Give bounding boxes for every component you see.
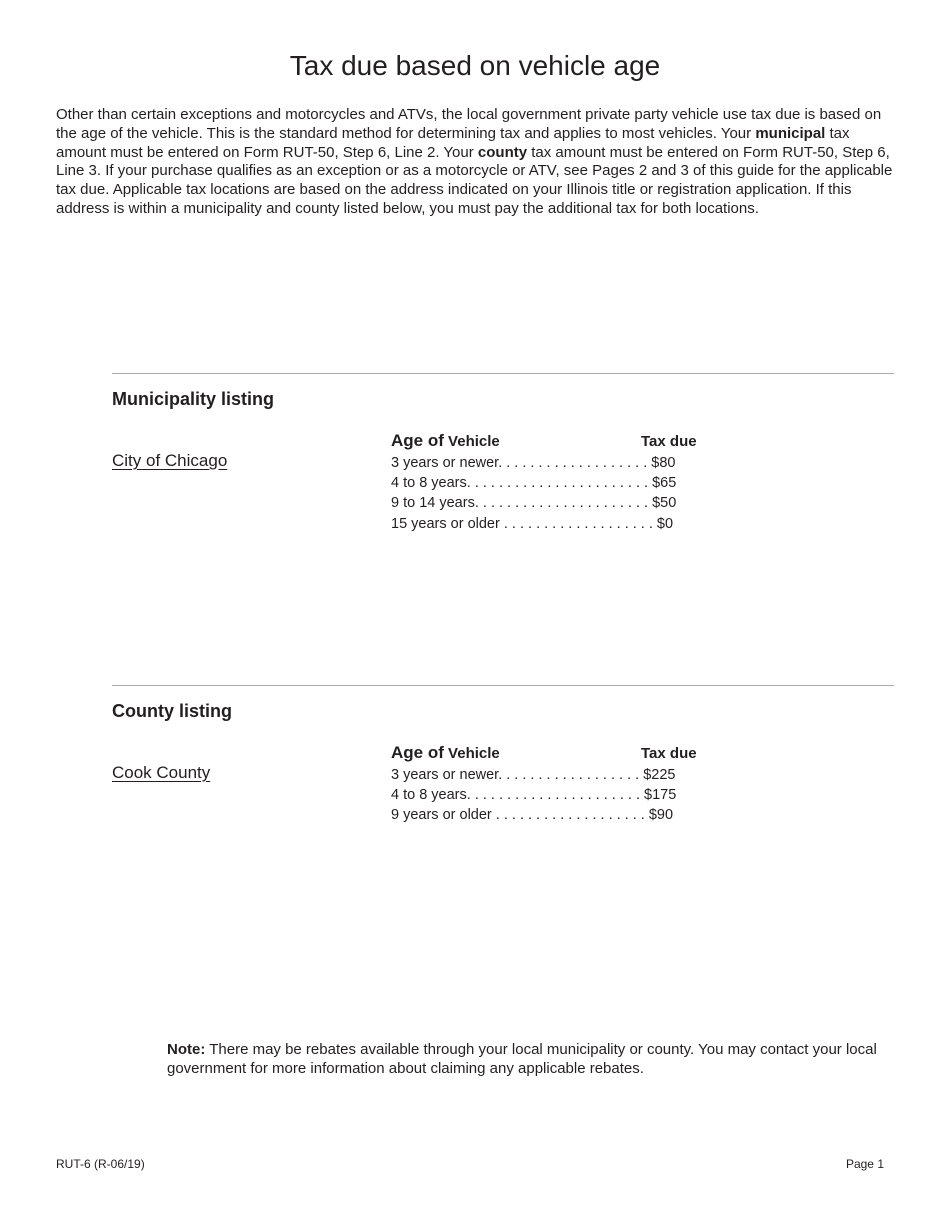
age-column-header-text: Vehicle — [443, 745, 500, 762]
rate-row: 4 to 8 years. . . . . . . . . . . . . . . . . . . . . . . $65 — [391, 475, 677, 492]
county-name: Cook County — [112, 763, 211, 782]
municipality-name: City of Chicago — [112, 451, 228, 470]
rate-table-header — [391, 743, 701, 765]
tax-column-header: Tax due — [641, 745, 697, 762]
rebate-note — [167, 1041, 877, 1079]
intro-text: tax amount must be entered on Form RUT-50, Step 6, Line 2. Your — [56, 124, 850, 161]
intro-text: tax amount must be entered on Form RUT-50, Step 6, Line 3. If your purchase qualifies as an exception or as a motorcycle or ATV, see Pages 2 and 3 of this guide for the applicable tax due. Applicable tax locations are based on the address indicated on your Illinois title or registration application. If this address is within a municipality and county listed below, you must pay the additional tax for both locations. — [56, 143, 893, 217]
county-rate-table — [391, 743, 701, 826]
age-column-header-text: Vehicle — [443, 433, 500, 450]
page-number: Page 1 — [845, 1157, 884, 1171]
rate-row: 3 years or newer. . . . . . . . . . . . . . . . . . . $80 — [391, 455, 676, 471]
form-id: RUT-6 (R-06/19) — [56, 1157, 145, 1171]
rate-row: 15 years or older . . . . . . . . . . . . . . . . . . . $0 — [391, 515, 674, 532]
county-heading: County listing — [112, 701, 232, 721]
age-column-header-text: Age of — [391, 431, 444, 450]
intro-emphasis-county: county — [477, 143, 528, 161]
rate-table-header — [391, 431, 701, 453]
municipality-rate-table — [391, 431, 701, 534]
intro-text: Other than certain exceptions and motorcycles and ATVs, the local government private party vehicle use tax due is based on the age of the vehicle. This is the standard method for determining tax and applies to most vehicles. Your — [56, 106, 882, 142]
county-divider — [112, 685, 894, 686]
municipality-heading: Municipality listing — [112, 389, 275, 409]
age-column-header — [391, 743, 500, 763]
age-column-header — [391, 431, 500, 451]
note-label: Note: — [167, 1041, 206, 1058]
rate-row: 4 to 8 years. . . . . . . . . . . . . . . . . . . . . . $175 — [391, 787, 677, 804]
note-text: There may be rebates available through your local municipality or county. You may contact your local government for more information about claiming any applicable rebates. — [167, 1041, 877, 1077]
rate-row: 3 years or newer. . . . . . . . . . . . . . . . . . $225 — [391, 767, 676, 783]
tax-column-header: Tax due — [641, 433, 697, 450]
intro-emphasis-municipal: municipal — [755, 124, 826, 142]
intro-paragraph — [56, 106, 896, 219]
rate-row: 9 years or older . . . . . . . . . . . . . . . . . . . $90 — [391, 807, 674, 824]
rate-row: 9 to 14 years. . . . . . . . . . . . . . . . . . . . . . $50 — [391, 495, 677, 512]
municipality-divider — [112, 373, 894, 374]
page-title: Tax due based on vehicle age — [289, 50, 661, 81]
age-column-header-text: Age of — [391, 743, 444, 762]
